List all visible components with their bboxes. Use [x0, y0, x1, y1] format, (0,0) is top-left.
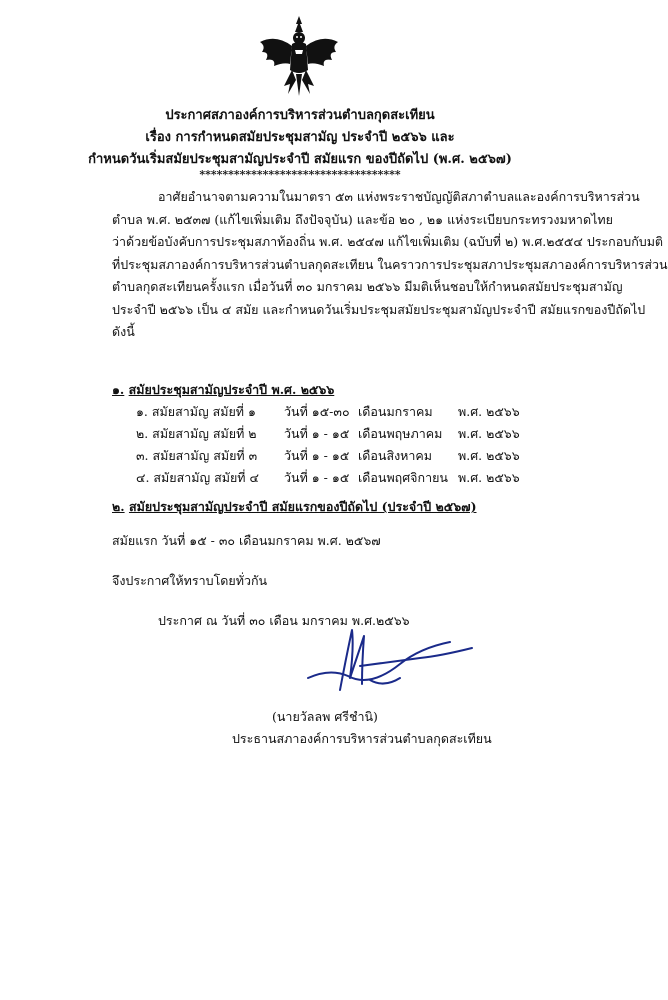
session-days: วันที่ ๑ - ๑๕ [284, 448, 350, 463]
session-month: เดือนพฤศจิกายน [358, 470, 448, 485]
announcement-title: ประกาศสภาองค์การบริหารส่วนตำบลกุดสะเทียน [165, 108, 435, 123]
first-session-line: สมัยแรก วันที่ ๑๕ - ๓๐ เดือนมกราคม พ.ศ. ๒๕๖๗ [112, 533, 381, 548]
signer-title: ประธานสภาองค์การบริหารส่วนตำบลกุดสะเทียน [232, 731, 492, 746]
paragraph-line: ตำบล พ.ศ. ๒๕๓๗ (แก้ไขเพิ่มเติม ถึงปัจจุบัน) และข้อ ๒๐ , ๒๑ แห่งระเบียบกระทรวงมหาดไทย [112, 211, 613, 227]
session-item: ๓. สมัยสามัญ สมัยที่ ๓ [136, 448, 258, 463]
signature-icon [300, 618, 480, 698]
paragraph-line: ประจำปี ๒๕๖๖ เป็น ๔ สมัย และกำหนดวันเริ่มประชุมสมัยประชุมสามัญประจำปี สมัยแรกของปีถัดไป [112, 301, 646, 317]
signer-name: (นายวัลลพ ศรีชำนิ) [272, 709, 378, 724]
section-1-heading [112, 380, 334, 400]
session-row [136, 424, 556, 444]
section-1-title: สมัยประชุมสามัญประจำปี พ.ศ. ๒๕๖๖ [128, 382, 335, 397]
session-year: พ.ศ. ๒๕๖๖ [458, 470, 520, 485]
session-row [136, 446, 556, 466]
session-month: เดือนมกราคม [358, 404, 433, 419]
garuda-emblem-icon [256, 14, 342, 98]
session-row [136, 468, 556, 488]
session-year: พ.ศ. ๒๕๖๖ [458, 448, 520, 463]
session-days: วันที่ ๑ - ๑๕ [284, 470, 350, 485]
session-year: พ.ศ. ๒๕๖๖ [458, 426, 520, 441]
paragraph-line: ว่าด้วยข้อบังคับการประชุมสภาท้องถิ่น พ.ศ. ๒๕๔๗ แก้ไขเพิ่มเติม (ฉบับที่ ๒) พ.ศ.๒๕๕๔ ประกอบกับมติ [112, 234, 664, 249]
session-month: เดือนสิงหาคม [358, 448, 433, 463]
session-month: เดือนพฤษภาคม [358, 426, 443, 441]
session-item: ๔. สมัยสามัญ สมัยที่ ๔ [136, 470, 259, 485]
section-1-number: ๑. [112, 382, 125, 397]
announcement-subject-cont: กำหนดวันเริ่มสมัยประชุมสามัญประจำปี สมัยแรก ของปีถัดไป (พ.ศ. ๒๕๖๗) [88, 152, 512, 167]
session-days: วันที่ ๑๕-๓๐ [284, 404, 350, 419]
section-2-title: สมัยประชุมสามัญประจำปี สมัยแรกของปีถัดไป (ประจำปี ๒๕๖๗) [128, 499, 477, 514]
notify-line: จึงประกาศให้ทราบโดยทั่วกัน [112, 573, 268, 588]
paragraph-line: ตำบลกุดสะเทียนครั้งแรก เมื่อวันที่ ๓๐ มกราคม ๒๕๖๖ มีมติเห็นชอบให้กำหนดสมัยประชุมสามัญ [112, 279, 623, 294]
session-item: ๒. สมัยสามัญ สมัยที่ ๒ [136, 426, 257, 441]
paragraph-line: อาศัยอำนาจตามความในมาตรา ๕๓ แห่งพระราชบัญญัติสภาตำบลและองค์การบริหารส่วน [158, 189, 640, 204]
section-2-number: ๒. [112, 499, 125, 514]
section-2-heading [112, 497, 477, 517]
session-item: ๑. สมัยสามัญ สมัยที่ ๑ [136, 404, 256, 419]
body-paragraph [112, 186, 668, 344]
session-days: วันที่ ๑ - ๑๕ [284, 426, 350, 441]
session-row [136, 402, 556, 422]
paragraph-line: ที่ประชุมสภาองค์การบริหารส่วนตำบลกุดสะเทียน ในคราวการประชุมสภาประชุมสภาองค์การบริหารส่วน [112, 256, 668, 272]
separator-stars: *********************************** [199, 168, 401, 181]
given-date-line: ประกาศ ณ วันที่ ๓๐ เดือน มกราคม พ.ศ.๒๕๖๖ [158, 613, 410, 628]
announcement-subject: เรื่อง การกำหนดสมัยประชุมสามัญ ประจำปี ๒๕๖๖ และ [145, 130, 455, 145]
session-year: พ.ศ. ๒๕๖๖ [458, 404, 520, 419]
paragraph-line: ดังนี้ [112, 324, 135, 339]
